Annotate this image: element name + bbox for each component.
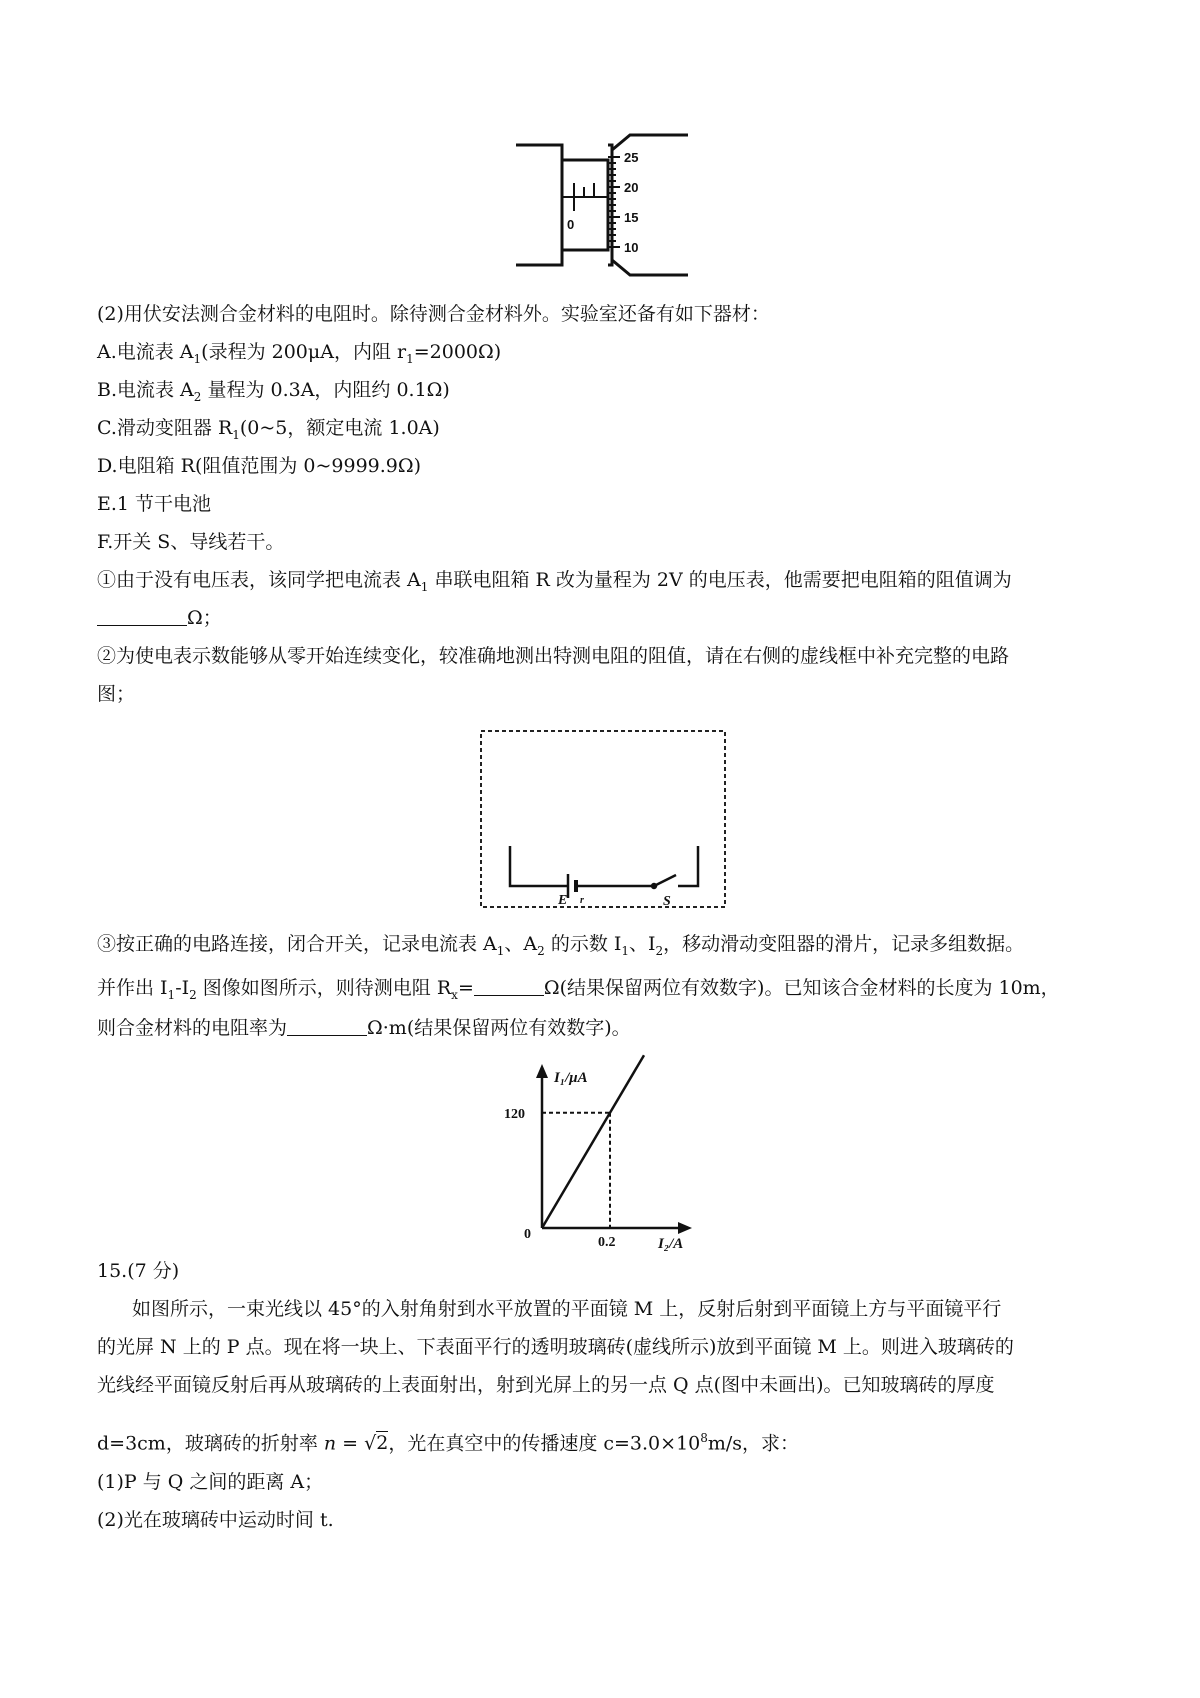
item-f: F.开关 S、导线若干。 [97, 531, 285, 553]
question-2-line-2: 图； [97, 683, 136, 705]
item-b: B.电流表 $A_2$ 量程为 0.3A，内阻约 0.1Ω) [97, 379, 450, 404]
micrometer-figure [508, 135, 700, 285]
q15-subquestion-2: (2)光在玻璃砖中运动时间 t. [97, 1509, 334, 1531]
question-1-line-2: Ω； [97, 604, 1110, 632]
circuit-figure [478, 728, 730, 912]
switch-label-s: S [663, 894, 671, 909]
x-axis-label: I₂/A [658, 1236, 684, 1252]
part2-intro: (2)用伏安法测合金材料的电阻时。除待测合金材料外。实验室还备有如下器材： [97, 303, 770, 325]
x-tick-label: 0.2 [598, 1235, 616, 1250]
q15-title: 15.(7 分) [97, 1260, 180, 1282]
item-a: A.电流表 $A_1$(录程为 200μA，内阻 $r_1=2000\Omega$) [97, 341, 502, 366]
question-2-line-1: ②为使电表示数能够从零开始连续变化，较准确地测出特测电阻的阻值，请在右侧的虚线框中补充完整的电路 [97, 645, 1010, 667]
q15-paragraph-1: 如图所示，一束光线以 45°的入射角射到水平放置的平面镜 M 上，反射后射到平面镜上方与平面镜平行 [132, 1298, 1002, 1320]
q15-paragraph-2: 的光屏 N 上的 P 点。现在将一块上、下表面平行的透明玻璃砖(虚线所示)放到平面镜 M 上。则进入玻璃砖的 [97, 1336, 1014, 1358]
sqrt-symbol: √ [364, 1432, 377, 1455]
question-3-line-2: 并作出 $I_1-I_2$ 图像如图所示，则待测电阻 $R_x= \Omega$(结果保留两位有效数字)。已知该合金材料的长度为 10m， [97, 977, 1060, 1002]
battery-label-e: E [558, 893, 568, 908]
origin-label: 0 [524, 1227, 531, 1242]
answer-blank-resistivity[interactable] [287, 1017, 367, 1036]
dashed-frame [481, 731, 725, 907]
y-axis-arrow [536, 1064, 548, 1078]
item-d: D.电阻箱 R(阻值范围为 0~9999.9Ω) [97, 455, 422, 477]
zero-label: 0 [567, 217, 575, 232]
scale-label-25: 25 [624, 150, 639, 165]
scale-label-10: 10 [624, 240, 639, 255]
q15-paragraph-3: 光线经平面镜反射后再从玻璃砖的上表面射出，射到光屏上的另一点 Q 点(图中未画出)。已知玻璃砖的厚度 [97, 1374, 995, 1396]
answer-blank-rx[interactable] [474, 977, 544, 996]
question-1-line-1: ①由于没有电压表，该同学把电流表 $A_1$ 串联电阻箱 R 改为量程为 2V 的电压表，他需要把电阻箱的阻值调为 [97, 569, 1012, 594]
q15-paragraph-4: d=3cm，玻璃砖的折射率 n = √2，光在真空中的传播速度 $c=3.0\times 10^8m/s$，求： [97, 1431, 800, 1455]
y-axis-label: I₁/μA [554, 1070, 588, 1086]
q15-subquestion-1: (1)P 与 Q 之间的距离 A； [97, 1471, 324, 1493]
x-axis-arrow [678, 1222, 692, 1234]
y-tick-label: 120 [504, 1106, 525, 1122]
question-3-line-3: 则合金材料的电阻率为 Ω·m(结果保留两位有效数字)。 [97, 1017, 631, 1039]
item-c: C.滑动变阻器 $R_1(0\sim 5$，额定电流 1.0A) [97, 417, 440, 442]
question-3-line-1: ③按正确的电路连接，闭合开关，记录电流表 $A_1$、$A_2$ 的示数 $I_1$、$I_2$，移动滑动变阻器的滑片，记录多组数据。 [97, 933, 1025, 958]
item-e: E.1 节干电池 [97, 493, 212, 515]
answer-blank-1[interactable] [97, 607, 187, 626]
scale-label-20: 20 [624, 180, 639, 195]
scale-label-15: 15 [624, 210, 639, 225]
i1-i2-chart [504, 1060, 700, 1252]
battery-label-r: r [580, 895, 584, 906]
